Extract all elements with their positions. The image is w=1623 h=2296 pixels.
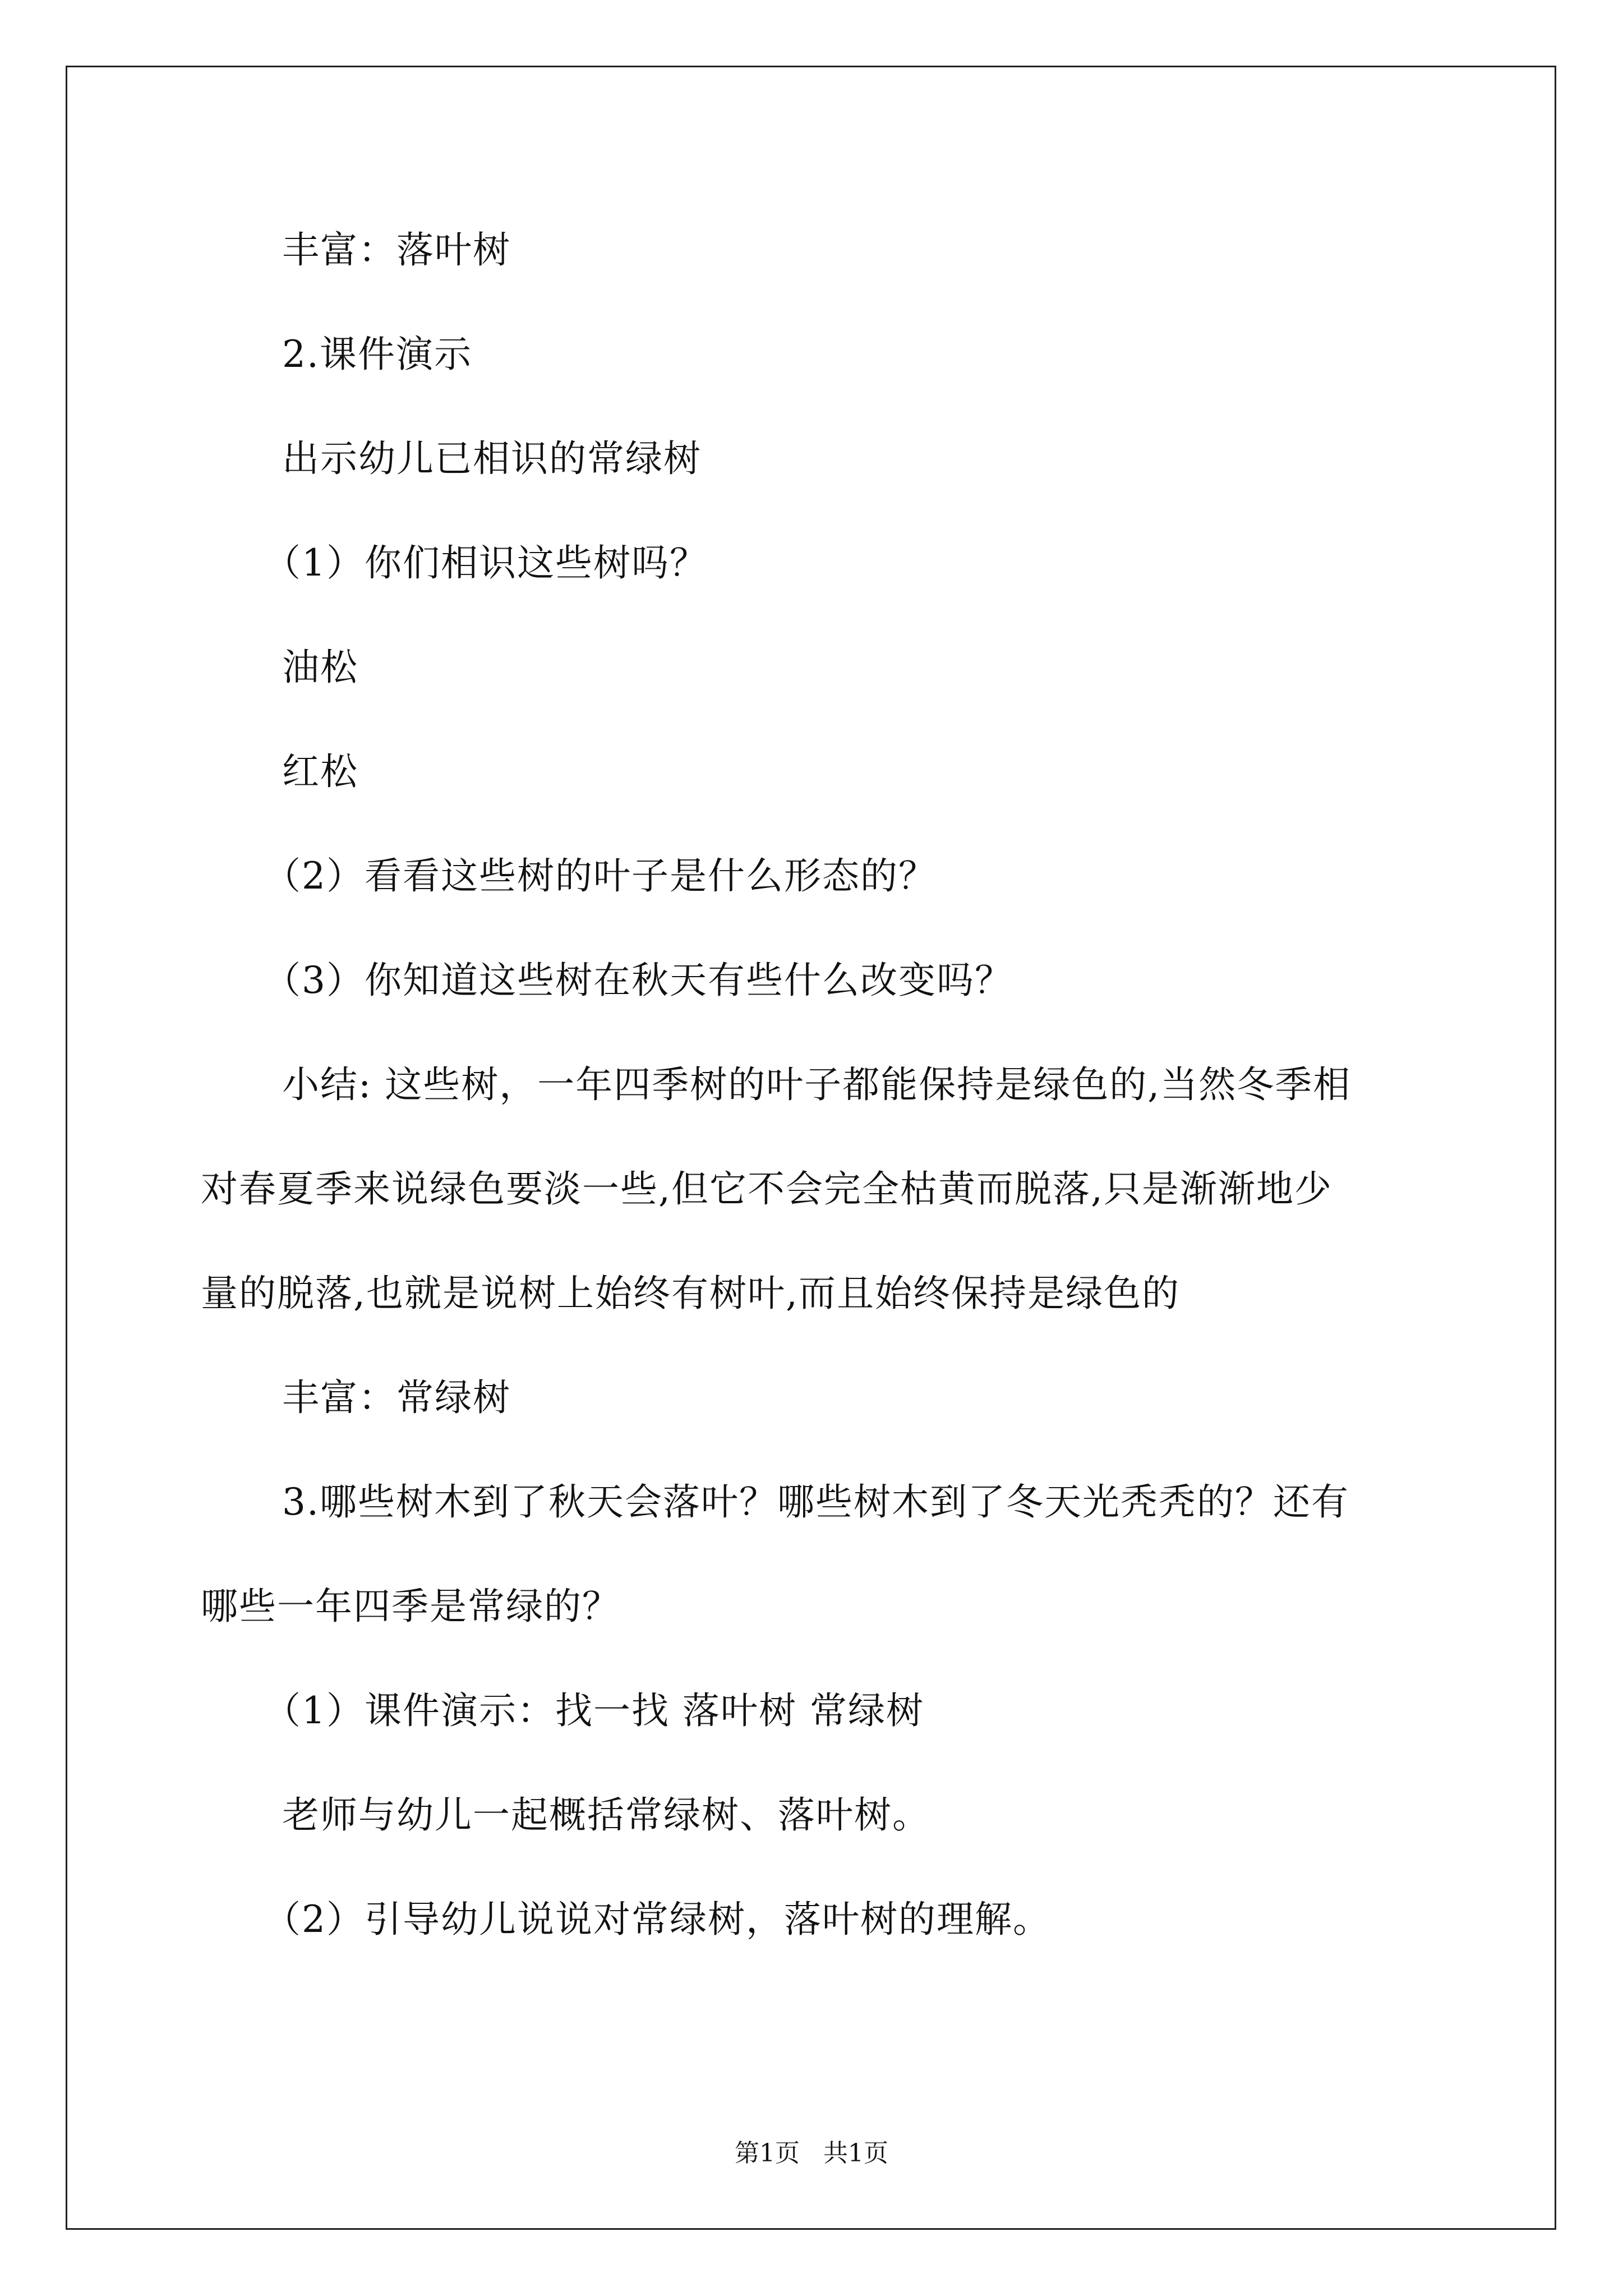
paragraph: 丰富：常绿树 bbox=[282, 1376, 511, 1419]
paragraph: 出示幼儿已相识的常绿树 bbox=[282, 437, 702, 480]
paragraph: 量的脱落,也就是说树上始终有树叶,而且始终保持是绿色的 bbox=[201, 1272, 1180, 1315]
paragraph: 丰富：落叶树 bbox=[282, 228, 511, 272]
paragraph: （1）课件演示：找一找 落叶树 常绿树 bbox=[264, 1689, 924, 1732]
paragraph: 老师与幼儿一起概括常绿树、落叶树。 bbox=[282, 1793, 930, 1837]
paragraph: （2）引导幼儿说说对常绿树，落叶树的理解。 bbox=[264, 1898, 1051, 1941]
page-footer: 第1页 共1页 bbox=[735, 2139, 888, 2168]
paragraph: 红松 bbox=[282, 750, 358, 793]
paragraph: （1）你们相识这些树吗？ bbox=[264, 541, 708, 585]
paragraph: 3.哪些树木到了秋天会落叶？哪些树木到了冬天光秃秃的？还有 bbox=[282, 1480, 1349, 1524]
paragraph: 对春夏季来说绿色要淡一些,但它不会完全枯黄而脱落,只是渐渐地少 bbox=[201, 1167, 1332, 1211]
paragraph: 小结: 这些树，一年四季树的叶子都能保持是绿色的,当然冬季相 bbox=[282, 1063, 1352, 1106]
paragraph: 2.课件演示 bbox=[282, 333, 472, 376]
paragraph: 哪些一年四季是常绿的？ bbox=[201, 1585, 620, 1628]
paragraph: （2）看看这些树的叶子是什么形态的？ bbox=[264, 854, 937, 898]
paragraph: 油松 bbox=[282, 646, 358, 689]
paragraph: （3）你知道这些树在秋天有些什么改变吗？ bbox=[264, 959, 1013, 1002]
